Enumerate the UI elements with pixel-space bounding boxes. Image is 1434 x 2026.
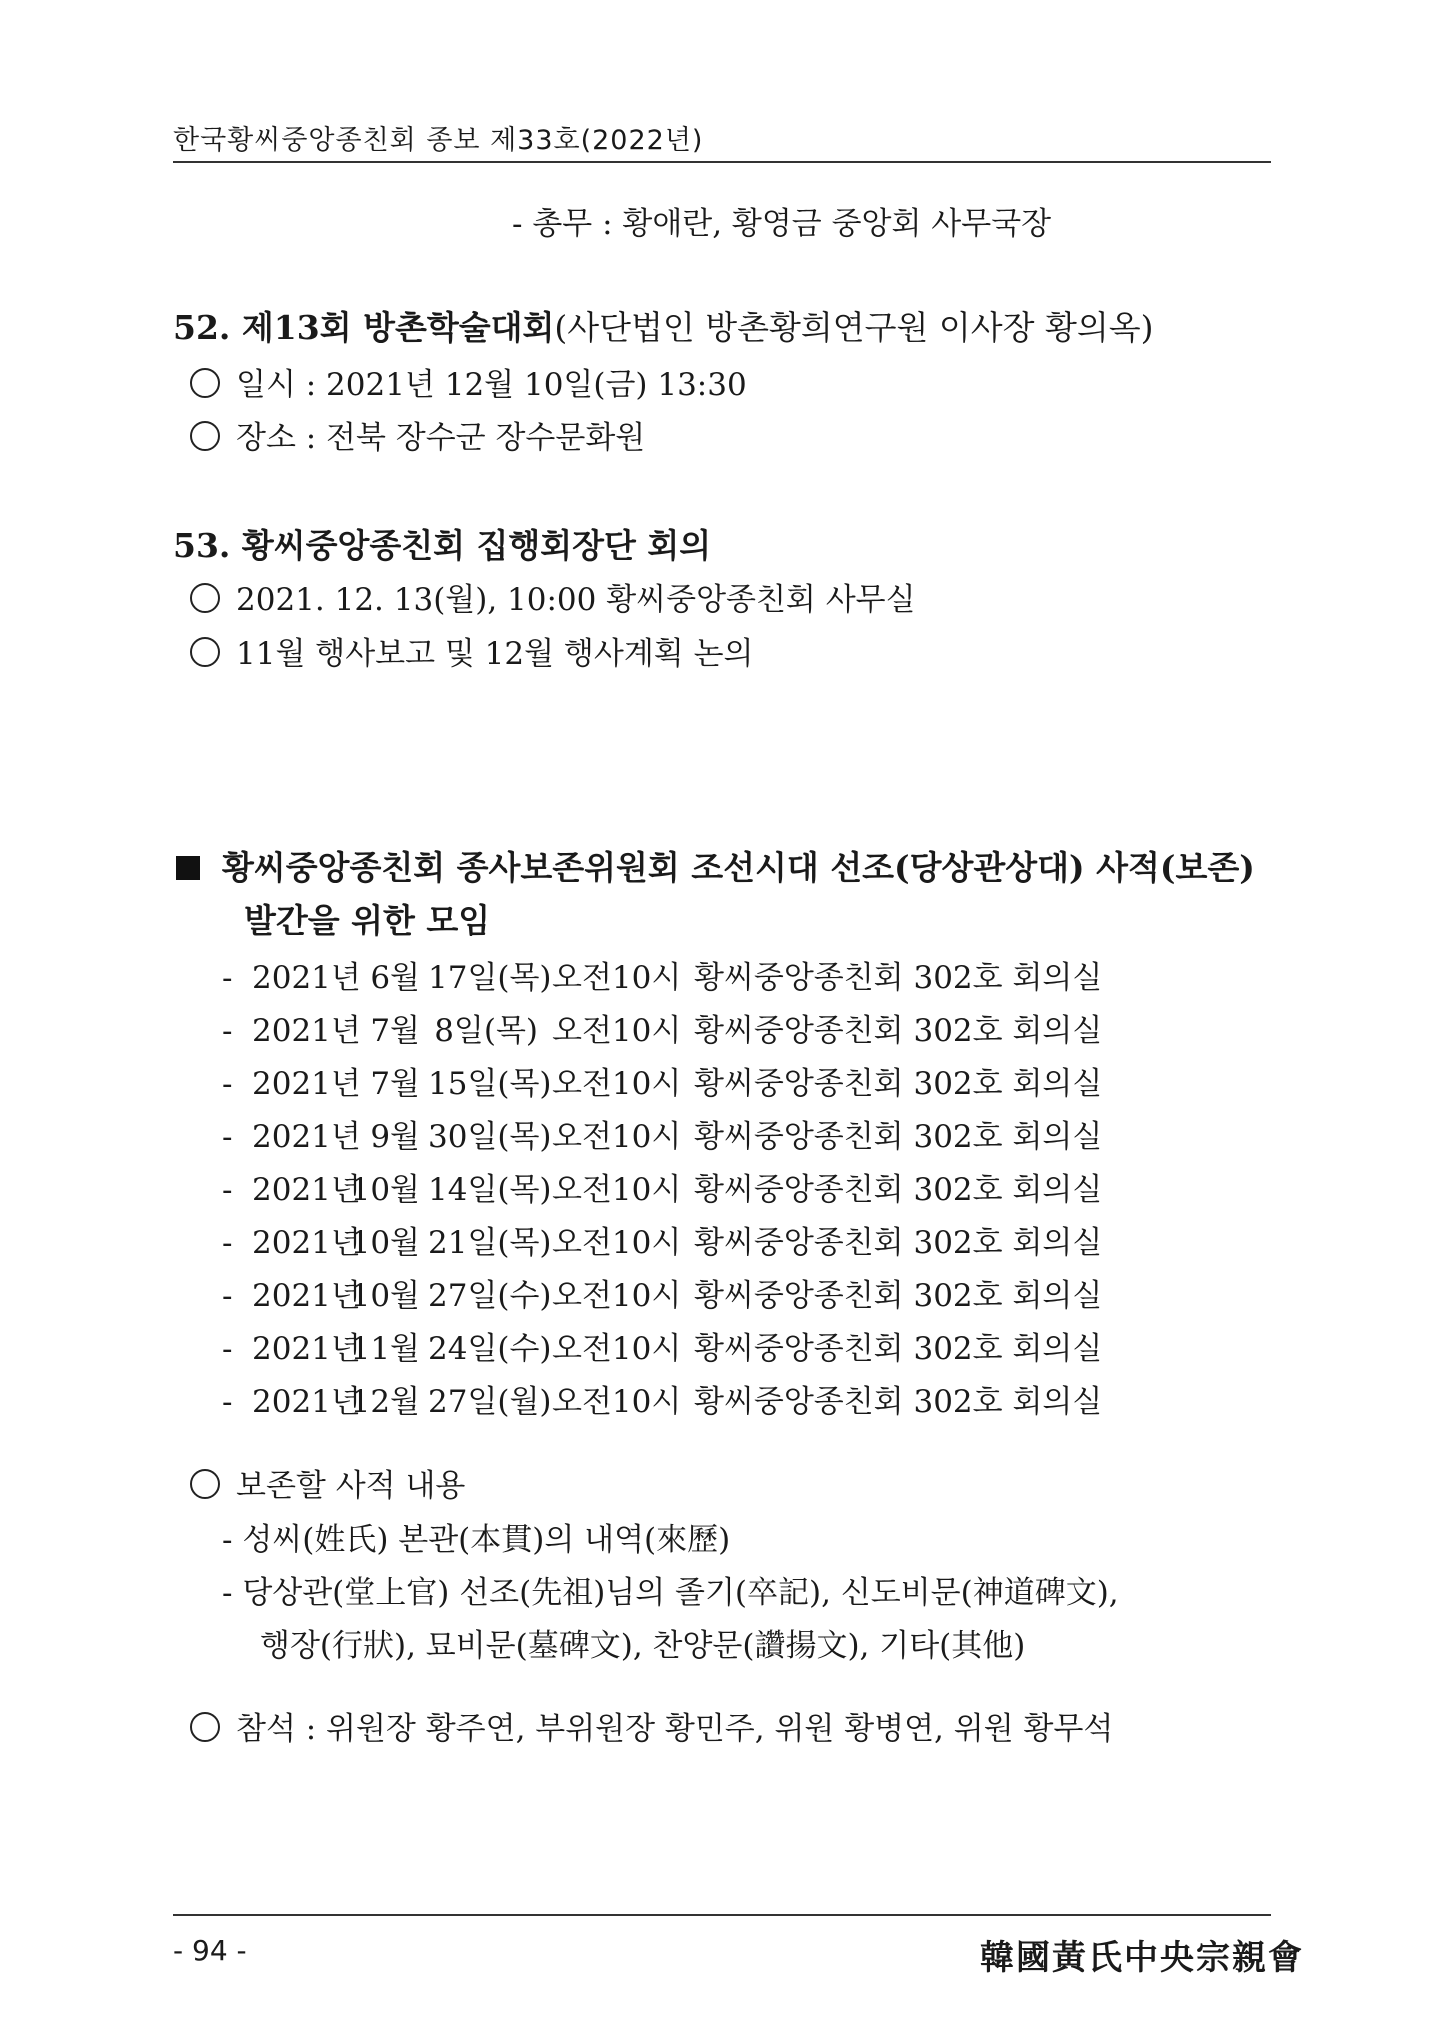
meeting-day: 24일(수) <box>428 1331 552 1367</box>
meeting-row <box>222 1270 1102 1315</box>
meeting-year: 2021년 <box>252 1384 361 1420</box>
meeting-time: 오전10시 <box>552 1066 682 1102</box>
dash-icon: - <box>222 1278 233 1314</box>
attendees-text: 참석 : 위원장 황주연, 부위원장 황민주, 위원 황병연, 위원 황무석 <box>236 1711 1114 1747</box>
meeting-place: 황씨중앙종친회 302호 회의실 <box>694 1384 1103 1420</box>
meeting-place: 황씨중앙종친회 302호 회의실 <box>694 1278 1103 1314</box>
meeting-time: 오전10시 <box>552 1278 682 1314</box>
contents-item: - 성씨(姓氏) 본관(本貫)의 내역(來歷) <box>222 1522 731 1558</box>
section-52-item <box>190 359 747 404</box>
dash-icon: - <box>222 1384 233 1420</box>
meeting-time: 오전10시 <box>552 1119 682 1155</box>
section-52-item-text: 일시 : 2021년 12월 10일(금) 13:30 <box>236 367 747 403</box>
meeting-month: 6월 <box>370 960 420 996</box>
circle-bullet-icon <box>190 583 220 613</box>
contents-item: - 당상관(堂上官) 선조(先祖)님의 졸기(卒記), 신도비문(神道碑文), <box>222 1575 1119 1611</box>
meeting-year: 2021년 <box>252 1225 361 1261</box>
section-52-title <box>173 302 1154 349</box>
dash-icon: - <box>222 1013 233 1049</box>
page-number: - 94 - <box>173 1934 247 1967</box>
meeting-place: 황씨중앙종친회 302호 회의실 <box>694 1013 1103 1049</box>
meeting-month: 10월 <box>350 1225 420 1261</box>
page-header-title: 한국황씨중앙종친회 종보 제33호(2022년) <box>173 125 704 156</box>
square-bullet-icon <box>176 856 200 880</box>
contents-item-continued: 행장(行狀), 묘비문(墓碑文), 찬양문(讚揚文), 기타(其他) <box>260 1628 1026 1664</box>
section-52-title-bold: 52. 제13회 방촌학술대회 <box>173 308 555 347</box>
meeting-year: 2021년 <box>252 1331 361 1367</box>
section-52-item-text: 장소 : 전북 장수군 장수문화원 <box>236 420 646 456</box>
meeting-day: 15일(목) <box>428 1066 552 1102</box>
meeting-row <box>222 1376 1102 1421</box>
section-53-item-text: 11월 행사보고 및 12월 행사계획 논의 <box>236 636 754 672</box>
meeting-time: 오전10시 <box>552 1384 682 1420</box>
meeting-day: 27일(수) <box>428 1278 552 1314</box>
dash-icon: - <box>222 1119 233 1155</box>
meeting-place: 황씨중앙종친회 302호 회의실 <box>694 1066 1103 1102</box>
circle-bullet-icon <box>190 1469 220 1499</box>
meeting-month: 12월 <box>350 1384 420 1420</box>
meeting-row <box>222 1005 1102 1050</box>
meeting-month: 9월 <box>370 1119 420 1155</box>
section-53-item <box>190 628 753 673</box>
header-divider <box>173 161 1271 163</box>
organization-logo: 韓國黃氏中央宗親會 <box>980 1938 1304 1978</box>
meeting-place: 황씨중앙종친회 302호 회의실 <box>694 960 1103 996</box>
section-52-item <box>190 412 645 457</box>
meeting-time: 오전10시 <box>552 1013 682 1049</box>
meeting-year: 2021년 <box>252 1278 361 1314</box>
meeting-row <box>222 1164 1102 1209</box>
meeting-row <box>222 1323 1102 1368</box>
meeting-day: 21일(목) <box>428 1225 552 1261</box>
committee-title-line1 <box>176 842 1255 889</box>
section-53-title: 53. 황씨중앙종친회 집행회장단 회의 <box>173 526 712 565</box>
meeting-place: 황씨중앙종친회 302호 회의실 <box>694 1331 1103 1367</box>
meeting-month: 11월 <box>350 1331 420 1367</box>
meeting-year: 2021년 <box>252 960 361 996</box>
meeting-day: 14일(목) <box>428 1172 552 1208</box>
circle-bullet-icon <box>190 421 220 451</box>
meeting-time: 오전10시 <box>552 1172 682 1208</box>
meeting-row <box>222 952 1102 997</box>
meeting-year: 2021년 <box>252 1119 361 1155</box>
meeting-month: 10월 <box>350 1172 420 1208</box>
meeting-place: 황씨중앙종친회 302호 회의실 <box>694 1172 1103 1208</box>
footer-divider <box>173 1914 1271 1916</box>
dash-icon: - <box>222 1066 233 1102</box>
committee-title-text: 황씨중앙종친회 종사보존위원회 조선시대 선조(당상관상대) 사적(보존) <box>222 848 1255 887</box>
dash-icon: - <box>222 1331 233 1367</box>
meeting-month: 10월 <box>350 1278 420 1314</box>
dash-icon: - <box>222 1172 233 1208</box>
circle-bullet-icon <box>190 637 220 667</box>
dash-icon: - <box>222 1225 233 1261</box>
contents-title <box>190 1460 465 1505</box>
meeting-place: 황씨중앙종친회 302호 회의실 <box>694 1225 1103 1261</box>
section-53-item <box>190 574 916 619</box>
attendees <box>190 1703 1113 1748</box>
meeting-row <box>222 1058 1102 1103</box>
circle-bullet-icon <box>190 1712 220 1742</box>
meeting-year: 2021년 <box>252 1013 361 1049</box>
meeting-place: 황씨중앙종친회 302호 회의실 <box>694 1119 1103 1155</box>
meeting-day: 27일(월) <box>428 1384 552 1420</box>
meeting-day: 30일(목) <box>428 1119 552 1155</box>
meeting-day: 8일(목) <box>434 1013 538 1049</box>
meeting-day: 17일(목) <box>428 960 552 996</box>
meeting-year: 2021년 <box>252 1172 361 1208</box>
circle-bullet-icon <box>190 368 220 398</box>
meeting-year: 2021년 <box>252 1066 361 1102</box>
meeting-time: 오전10시 <box>552 960 682 996</box>
top-line: - 총무 : 황애란, 황영금 중앙회 사무국장 <box>512 206 1052 242</box>
meeting-row <box>222 1217 1102 1262</box>
meeting-time: 오전10시 <box>552 1225 682 1261</box>
meeting-month: 7월 <box>370 1013 420 1049</box>
meeting-month: 7월 <box>370 1066 420 1102</box>
committee-title-line2: 발간을 위한 모임 <box>244 901 491 940</box>
section-52-title-rest: (사단법인 방촌황희연구원 이사장 황의옥) <box>554 308 1154 347</box>
section-53-item-text: 2021. 12. 13(월), 10:00 황씨중앙종친회 사무실 <box>236 582 916 618</box>
contents-title-text: 보존할 사적 내용 <box>236 1468 466 1504</box>
meeting-row <box>222 1111 1102 1156</box>
meeting-time: 오전10시 <box>552 1331 682 1367</box>
dash-icon: - <box>222 960 233 996</box>
